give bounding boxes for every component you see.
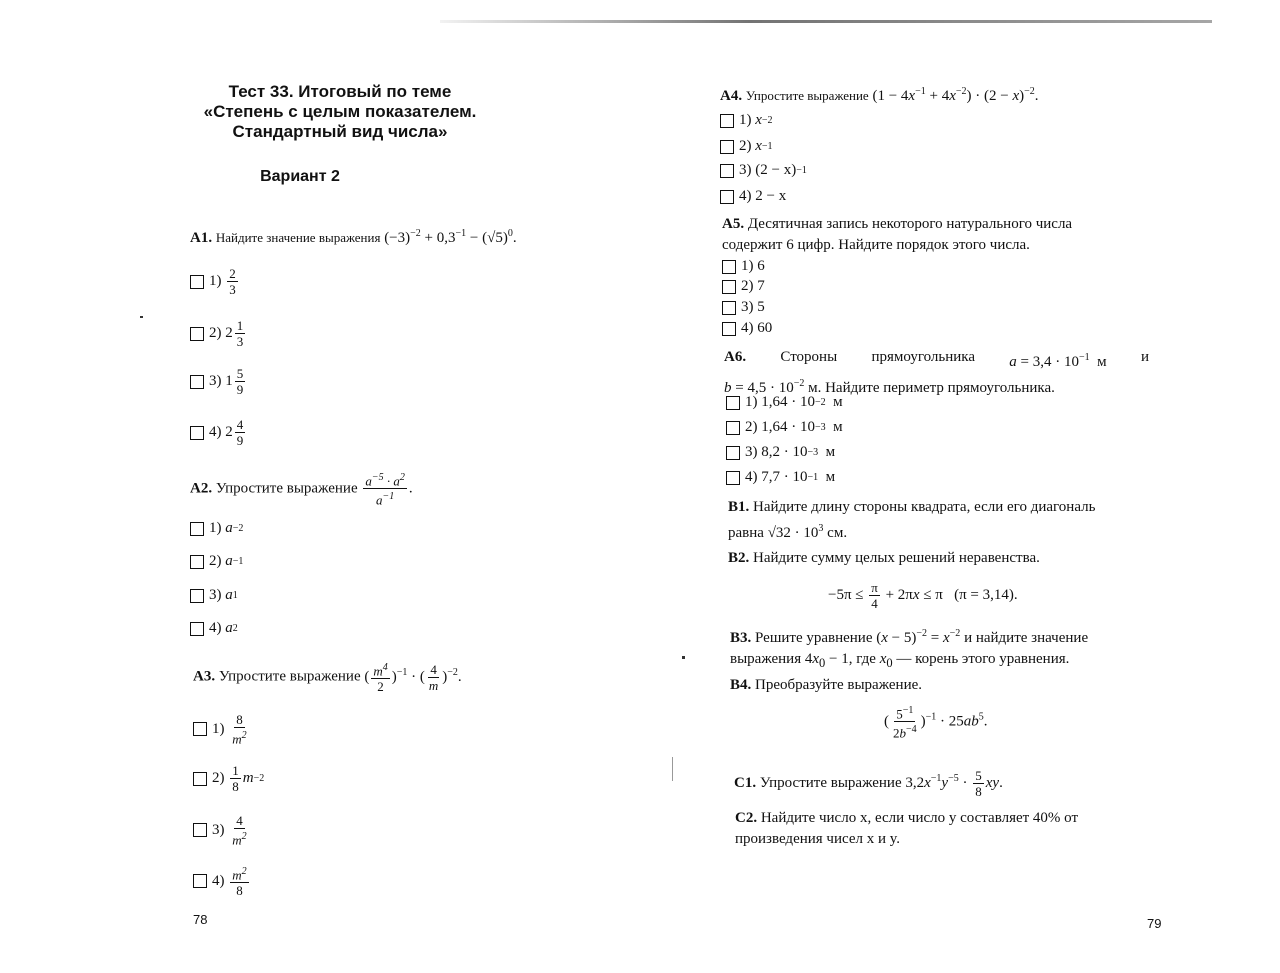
question-text: Преобразуйте выражение. [755, 677, 923, 693]
c1-expression: $3,2x^{-1}y^{-5}$ · $\frac{5}{8}$ xy. [905, 768, 1003, 800]
checkbox[interactable] [190, 375, 204, 389]
power-exponent: −2 [232, 523, 244, 534]
question-a6: А6. Стороны прямоугольника $a = 3,4 \cdot 10^{-1}$ м и $b = 4,5 \cdot 10^{-2}$ м. Найдите периметр прямоугольника. [724, 349, 1149, 396]
question-b1 [728, 497, 1095, 544]
option-number: 2) [739, 138, 752, 154]
a6-option-3[interactable]: 3) 8,2 · 10 −3 м [726, 444, 835, 461]
option-number: 1) [209, 520, 222, 536]
title-line: Стандартный вид числа» [232, 122, 448, 141]
question-text: Найдите сумму целых решений неравенства. [753, 550, 1040, 566]
question-text: Стороны [780, 349, 838, 365]
option-number: 3) [209, 587, 222, 603]
option-number: 4) [209, 620, 222, 636]
option-value: 5 [757, 299, 765, 315]
a5-option-1[interactable] [722, 258, 765, 275]
a5-option-2[interactable] [722, 278, 765, 295]
checkbox[interactable] [720, 140, 734, 154]
option-value: (2 − x) [755, 162, 797, 178]
a5-option-4[interactable] [722, 320, 772, 337]
mantissa: 1,64 [761, 419, 788, 435]
a3-option-1[interactable] [193, 712, 251, 746]
question-label: В3. [730, 630, 752, 646]
option-number: 2) [209, 325, 222, 341]
option-value: x [755, 112, 762, 128]
question-label: А6. [724, 349, 747, 365]
option-number: 4) [739, 188, 752, 204]
power-base: a [225, 620, 233, 636]
question-text: см. [827, 525, 848, 541]
question-text: Решите уравнение [755, 630, 873, 646]
a2-option-4[interactable] [190, 620, 238, 637]
option-number: 2) [741, 278, 754, 294]
a6-option-2[interactable]: 2) 1,64 · 10 −3 м [726, 419, 843, 436]
checkbox[interactable] [726, 471, 740, 485]
checkbox[interactable] [726, 396, 740, 410]
page-title [150, 82, 530, 142]
scan-mark [672, 757, 673, 781]
question-a3 [193, 660, 462, 694]
question-text: произведения чисел x и y. [735, 831, 901, 847]
question-c2 [735, 808, 1078, 850]
power-exponent: 2 [232, 623, 238, 634]
exponent: −2 [815, 397, 826, 408]
question-text: , где [848, 651, 876, 667]
question-text: — корень этого уравнения. [896, 651, 1070, 667]
unit: м [833, 394, 843, 410]
checkbox[interactable] [722, 260, 736, 274]
fraction: $\frac{1}{8}$ [232, 763, 239, 794]
question-b4 [730, 675, 922, 696]
option-number: 2) [212, 770, 225, 786]
power-exponent: −1 [232, 556, 244, 567]
a1-expression: $(-3)^{-2} + 0,3^{-1} - (√5)^0$. [384, 228, 517, 246]
a2-option-1[interactable] [190, 520, 243, 537]
question-label: А4. [720, 88, 743, 104]
right-page [640, 0, 1280, 973]
question-label: В1. [728, 499, 750, 515]
title-line: Тест 33. Итоговый по теме [228, 82, 452, 101]
question-a4 [720, 86, 1039, 105]
a6-option-1[interactable]: 1) 1,64 · 10 −2 м [726, 394, 843, 411]
question-label: А2. [190, 480, 213, 497]
a2-option-2[interactable] [190, 553, 243, 570]
page-number: 79 [1147, 916, 1162, 931]
fraction: $\frac{4}{9}$ [236, 417, 244, 448]
fraction: $\frac{m^2}{8}$ [232, 866, 247, 899]
option-value: x [755, 138, 762, 154]
checkbox[interactable] [193, 722, 207, 736]
checkbox[interactable] [722, 322, 736, 336]
option-number: 3) [741, 299, 754, 315]
option-number: 1) [745, 394, 758, 410]
option-value: 7 [757, 278, 765, 294]
whole-part: 2 [225, 424, 233, 440]
question-text: Упростите выражение [759, 775, 902, 791]
a6-side-b: $b = 4,5 \cdot 10^{-2}$ [724, 378, 805, 396]
a4-expression: $(1 - 4x^{-1} + 4x^{-2}) \cdot (2 - x)^{-2}$. [872, 86, 1039, 104]
option-number: 1) [741, 258, 754, 274]
checkbox[interactable] [193, 874, 207, 888]
unit: м [833, 419, 843, 435]
checkbox[interactable] [190, 426, 204, 440]
a3-expression: ( $\frac{m^4}{2}$ )$^{-1}$ · ( $\frac{4}{m}$ )$^{-2}$. [364, 661, 462, 695]
question-text: выражения [730, 651, 802, 667]
option-number: 3) [739, 162, 752, 178]
a5-option-3[interactable] [722, 299, 765, 316]
a3-option-3[interactable] [193, 813, 251, 847]
mantissa: 8,2 [761, 444, 780, 460]
exponent: −3 [807, 447, 819, 458]
b4-expression: ( $\frac{5^{-1}}{2b^{-4}}$ )$^{-1} \cdot 25ab^5$. [884, 705, 988, 741]
question-label: А1. [190, 230, 213, 246]
question-b2 [728, 548, 1040, 569]
power-base: a [225, 587, 233, 603]
checkbox[interactable] [193, 772, 207, 786]
option-number: 1) [209, 273, 222, 289]
option-number: 4) [741, 320, 754, 336]
checkbox[interactable] [726, 446, 740, 460]
question-text: и найдите значение [964, 630, 1089, 646]
scan-speck [140, 316, 143, 318]
exponent: −3 [815, 422, 826, 433]
checkbox[interactable] [726, 421, 740, 435]
checkbox[interactable] [720, 164, 734, 178]
checkbox[interactable] [722, 301, 736, 315]
checkbox[interactable] [190, 622, 204, 636]
whole-part: 2 [225, 325, 233, 341]
fraction: $\frac{5}{9}$ [236, 366, 244, 397]
a1-option-4[interactable] [190, 417, 247, 448]
b1-expression: $√32 \cdot 10^3$ [767, 523, 824, 541]
question-a1 [190, 228, 517, 247]
question-a5 [722, 214, 1072, 256]
option-number: 3) [209, 373, 222, 389]
a6-option-4[interactable]: 4) 7,7 · 10 −1 м [726, 469, 835, 486]
fraction: $\frac{8}{m^2}$ [232, 712, 247, 747]
question-text: Десятичная запись некоторого натурального числа [747, 216, 1073, 232]
option-number: 3) [212, 821, 225, 838]
fraction: $\frac{1}{3}$ [236, 318, 244, 349]
question-text: содержит 6 цифр. Найдите порядок этого числа. [722, 237, 1030, 253]
checkbox[interactable] [190, 589, 204, 603]
question-text: Упростите выражение [218, 668, 361, 685]
checkbox[interactable] [190, 522, 204, 536]
question-a2: А2. Упростите выражение $\frac{a^{-5} \cdot a^2}{a^{-1}}$ . [190, 472, 413, 508]
question-text: прямоугольника [871, 349, 975, 365]
a3-option-4[interactable] [193, 864, 251, 898]
power-exponent: 1 [232, 590, 238, 601]
checkbox[interactable] [193, 823, 207, 837]
option-value: 2 − x [755, 188, 787, 204]
checkbox[interactable] [720, 190, 734, 204]
question-label: С1. [734, 775, 757, 791]
question-label: А3. [193, 668, 216, 685]
question-b3: В3. Решите уравнение $(x - 5)^{-2} = x^{-2}$ и найдите значение выражения $4x_0 - 1$, где $x_0$ — корень этого уравнения. [730, 628, 1089, 670]
question-text: равна [728, 525, 764, 541]
variant-heading: Вариант 2 [260, 168, 340, 185]
option-number: 1) [739, 112, 752, 128]
option-value: 6 [757, 258, 765, 274]
page-number: 78 [193, 912, 208, 927]
question-text: Найдите число x, если число y составляет 40% от [760, 810, 1079, 826]
title-line: «Степень с целым показателем. [203, 102, 477, 121]
a4-option-1[interactable]: 1) x −2 [720, 112, 773, 129]
checkbox[interactable] [190, 275, 204, 289]
question-text: Упростите выражение [215, 480, 358, 497]
scan-speck [682, 656, 685, 659]
checkbox[interactable] [190, 327, 204, 341]
a4-option-2[interactable]: 2) x −1 [720, 138, 773, 155]
question-text: Найдите длину стороны квадрата, если его диагональ [753, 499, 1096, 515]
question-label: В2. [728, 550, 750, 566]
power-base: a [225, 553, 233, 569]
checkbox[interactable] [722, 280, 736, 294]
a6-side-a: $a = 3,4 \cdot 10^{-1}$ м [1009, 352, 1107, 370]
a2-option-3[interactable] [190, 587, 238, 604]
question-label: С2. [735, 810, 758, 826]
unit: м [825, 444, 836, 460]
option-number: 3) [745, 444, 758, 460]
a4-option-3[interactable]: 3) (2 − x) −1 [720, 162, 807, 179]
option-value: 60 [757, 320, 773, 336]
unit: м [825, 469, 836, 485]
option-number: 4) [745, 469, 758, 485]
a1-option-1[interactable] [190, 266, 240, 297]
question-text: м. Найдите периметр прямоугольника. [808, 380, 1055, 396]
a1-option-2[interactable] [190, 318, 247, 349]
question-c1 [734, 768, 1003, 799]
whole-part: 1 [225, 373, 233, 389]
question-text: Упростите выражение [745, 88, 869, 103]
question-label: В4. [730, 677, 752, 693]
question-label: А5. [722, 216, 745, 232]
option-number: 4) [209, 424, 222, 440]
a4-option-4[interactable] [720, 188, 786, 205]
checkbox[interactable] [190, 555, 204, 569]
a2-expression: $\frac{a^{-5} \cdot a^2}{a^{-1}}$ [365, 472, 405, 508]
power-base: a [225, 520, 233, 536]
fraction: $\frac{2}{3}$ [229, 266, 236, 297]
checkbox[interactable] [720, 114, 734, 128]
mantissa: 1,64 [761, 394, 788, 410]
b2-inequality: −5π ≤ $\frac{\pi}{4}$ + 2πx ≤ π (π = 3,14). [828, 580, 1018, 611]
fraction: $\frac{4}{m^2}$ [232, 813, 247, 848]
exponent: −1 [807, 472, 819, 483]
option-number: 4) [212, 872, 225, 889]
option-number: 1) [212, 720, 225, 737]
a3-option-2[interactable]: 2) $\frac{1}{8}$ m −2 [193, 763, 264, 794]
a1-option-3[interactable] [190, 366, 247, 397]
mantissa: 7,7 [761, 469, 780, 485]
question-text: Найдите значение выражения [215, 230, 381, 245]
option-number: 2) [209, 553, 222, 569]
option-number: 2) [745, 419, 758, 435]
